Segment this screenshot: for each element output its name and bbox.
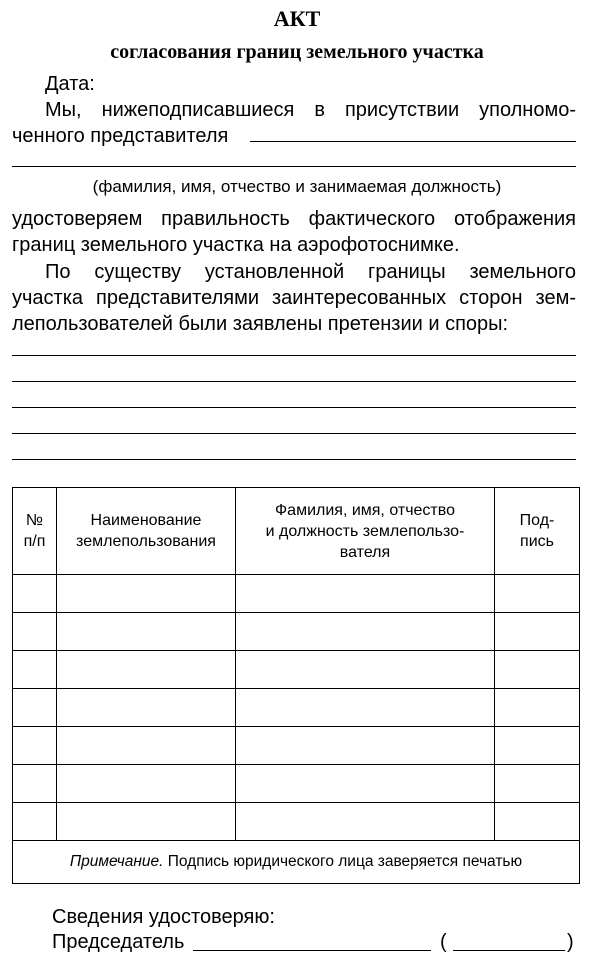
date-label: Дата: bbox=[45, 73, 95, 95]
table-row bbox=[13, 689, 580, 727]
paren-close: ) bbox=[567, 931, 574, 953]
claims-blank-line-5 bbox=[12, 459, 576, 460]
paren-open: ( bbox=[440, 931, 447, 953]
table-row bbox=[13, 765, 580, 803]
representative-caption: (фамилия, имя, отчество и занимаемая должность) bbox=[92, 177, 502, 196]
table-row bbox=[13, 727, 580, 765]
table-row bbox=[13, 575, 580, 613]
confirm-line-1: удостоверяем правильность фактического отображения bbox=[12, 208, 576, 230]
table-row bbox=[13, 613, 580, 651]
note-text: Подпись юридического лица заверяется печатью bbox=[163, 853, 523, 870]
claims-blank-line-3 bbox=[12, 407, 576, 408]
table-row bbox=[13, 803, 580, 841]
chairman-label: Председатель bbox=[52, 931, 185, 953]
claims-line-2: участка представителями заинтересованных сторон зем- bbox=[12, 287, 576, 309]
representative-line-1 bbox=[250, 141, 576, 142]
header-person: Фамилия, имя, отчество и должность землепользо- вателя bbox=[236, 488, 495, 575]
document-title: АКТ bbox=[273, 6, 321, 31]
table-note-row bbox=[13, 841, 580, 884]
representative-line-2 bbox=[12, 166, 576, 167]
chairman-name-line bbox=[453, 950, 565, 951]
table-note bbox=[13, 841, 580, 884]
claims-blank-line-2 bbox=[12, 381, 576, 382]
landowners-table bbox=[12, 487, 580, 884]
claims-line-3: лепользователей были заявлены претензии и споры: bbox=[12, 313, 509, 335]
claims-blank-line-1 bbox=[12, 355, 576, 356]
header-number: № п/п bbox=[13, 488, 57, 575]
claims-blank-line-4 bbox=[12, 433, 576, 434]
note-label: Примечание. bbox=[69, 853, 164, 870]
header-land-use: Наименование землепользования bbox=[57, 488, 236, 575]
certify-label: Сведения удостоверяю: bbox=[52, 906, 275, 928]
chairman-signature-line bbox=[193, 950, 431, 951]
table-row bbox=[13, 651, 580, 689]
claims-line-1: По существу установленной границы земельного bbox=[45, 261, 576, 283]
document-subtitle: согласования границ земельного участка bbox=[110, 41, 484, 63]
intro-line-2: ченного представителя bbox=[12, 125, 229, 147]
table-header-row bbox=[13, 488, 580, 575]
confirm-line-2: границ земельного участка на аэрофотоснимке. bbox=[12, 234, 460, 256]
intro-line-1: Мы, нижеподписавшиеся в присутствии уполномо- bbox=[45, 99, 576, 121]
header-signature: Под- пись bbox=[495, 488, 580, 575]
